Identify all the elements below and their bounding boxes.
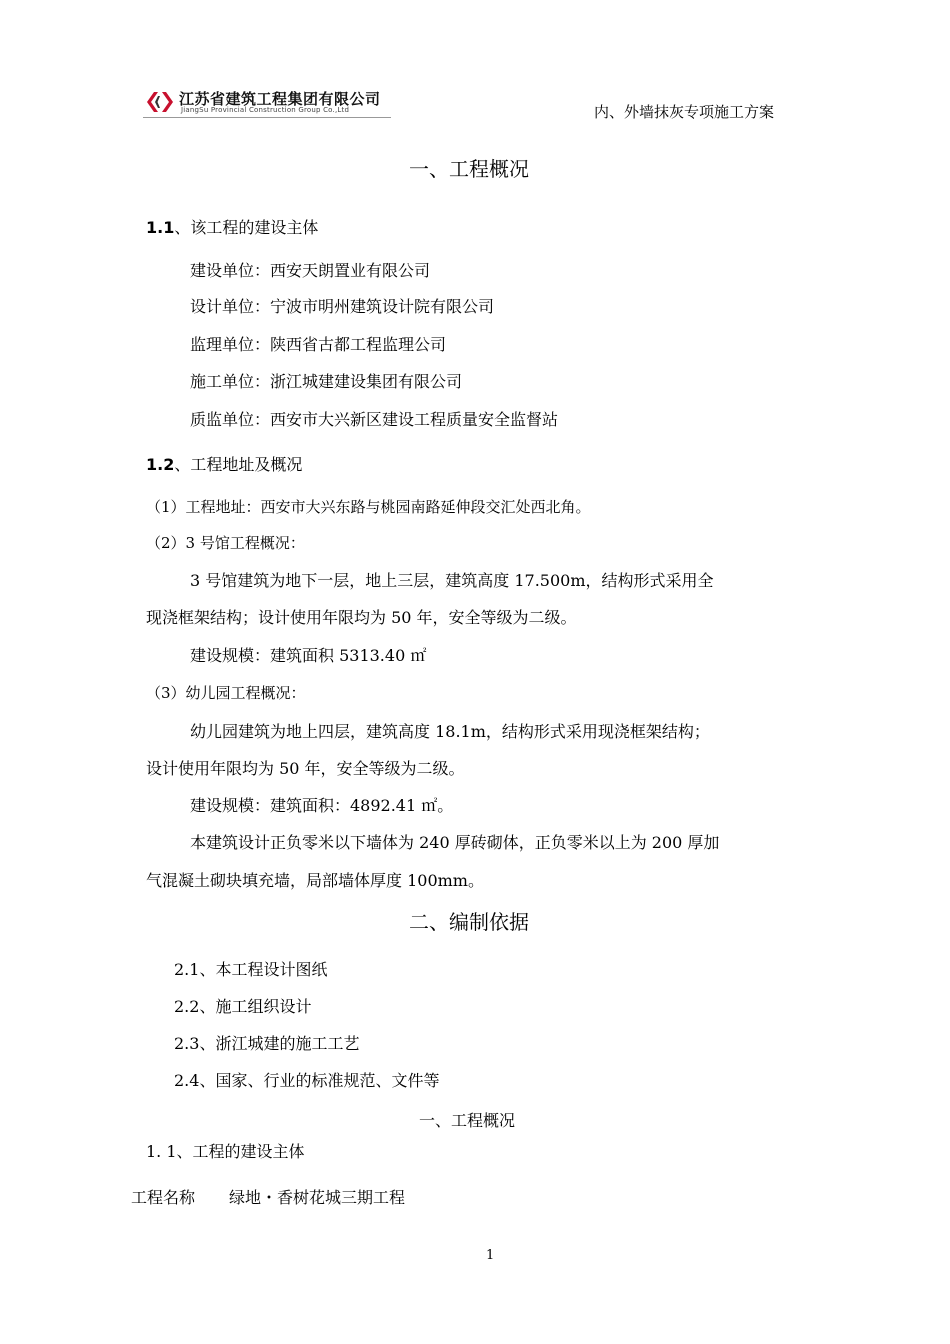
party-line: 设计单位：宁波市明州建筑设计院有限公司 [190, 297, 495, 316]
basis-item: 2.3、浙江城建的施工工艺 [174, 1034, 360, 1053]
paragraph-line: 本建筑设计正负零米以下墙体为 240 厚砖砌体，正负零米以上为 200 厚加 [190, 833, 720, 852]
basis-item: 2.1、本工程设计图纸 [174, 960, 328, 979]
subsection-number: 1.2 [146, 455, 175, 474]
subsection-heading [146, 215, 318, 238]
project-name-value: 绿地・香树花城三期工程 [229, 1188, 406, 1207]
party-line: 建设单位：西安天朗置业有限公司 [190, 261, 431, 280]
party-line: 监理单位：陕西省古都工程监理公司 [190, 335, 447, 354]
section-title: 一、工程概况 [419, 1111, 516, 1130]
section-title: 一、工程概况 [409, 157, 529, 181]
document-title: 内、外墙抹灰专项施工方案 [594, 103, 775, 121]
paragraph-line: 建设规模：建筑面积 5313.40 ㎡ [190, 646, 427, 665]
hall3-heading: （2）3 号馆工程概况： [146, 534, 305, 552]
project-name-label: 工程名称 [131, 1188, 196, 1207]
logo-company-name: 江苏省建筑工程集团有限公司 [179, 90, 381, 108]
paragraph-line: 3 号馆建筑为地下一层，地上三层，建筑高度 17.500m，结构形式采用全 [190, 571, 714, 590]
company-logo-mark-icon [145, 90, 175, 114]
basis-item: 2.4、国家、行业的标准规范、文件等 [174, 1071, 440, 1090]
paragraph-line: 设计使用年限均为 50 年，安全等级为二级。 [146, 759, 465, 778]
paragraph-line: 建设规模：建筑面积：4892.41 ㎡。 [190, 796, 454, 815]
section-title: 二、编制依据 [409, 910, 529, 934]
party-line: 质监单位：西安市大兴新区建设工程质量安全监督站 [190, 410, 559, 429]
subsection-title: 、工程地址及概况 [174, 455, 303, 474]
kindergarten-heading: （3）幼儿园工程概况： [146, 684, 306, 702]
party-line: 施工单位：浙江城建建设集团有限公司 [190, 372, 463, 391]
subsection-title: 、该工程的建设主体 [174, 218, 319, 237]
company-logo [143, 87, 391, 118]
paragraph-line: 气混凝土砌块填充墙，局部墙体厚度 100mm。 [146, 871, 484, 890]
subsection-number: 1.1 [146, 218, 175, 237]
logo-company-name-en: JiangSu Provincial Construction Group Co.,Ltd [181, 106, 350, 114]
basis-item: 2.2、施工组织设计 [174, 997, 312, 1016]
page-number: 1 [486, 1248, 495, 1263]
paragraph-line: 幼儿园建筑为地上四层，建筑高度 18.1m，结构形式采用现浇框架结构； [190, 722, 710, 741]
subsection-heading: 1. 1、工程的建设主体 [146, 1142, 305, 1161]
subsection-heading [146, 452, 302, 475]
paragraph-line: 现浇框架结构；设计使用年限均为 50 年，安全等级为二级。 [146, 608, 577, 627]
project-address: （1）工程地址：西安市大兴东路与桃园南路延伸段交汇处西北角。 [146, 498, 591, 516]
